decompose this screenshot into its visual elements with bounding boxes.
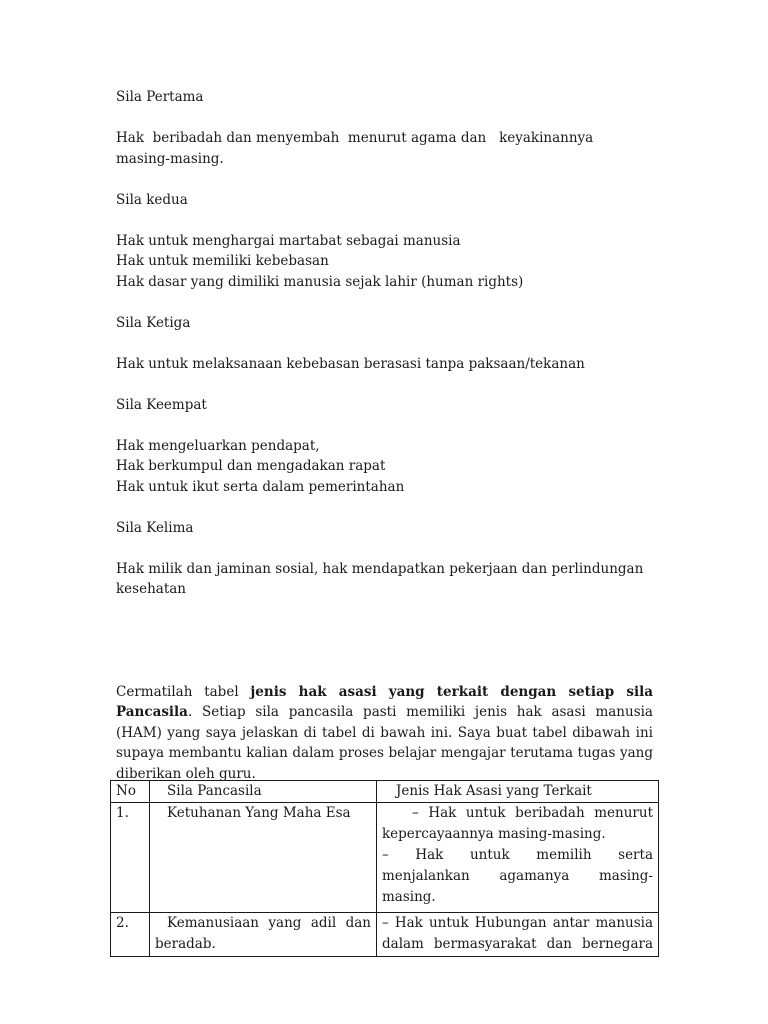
section-heading: Sila Kelima <box>116 519 194 536</box>
row-hak <box>377 803 659 913</box>
document-body <box>116 87 656 784</box>
row-sila <box>150 803 377 913</box>
row-hak-item: – Hak untuk beribadah menurut kepercayaannya masing-masing. <box>382 805 653 842</box>
header-hak <box>377 781 659 803</box>
section-line: Hak beribadah dan menyembah menurut agama dan keyakinannya <box>116 130 594 146</box>
row-hak-item: – Hak untuk Hubungan antar manusia dalam bermasyarakat dan bernegara <box>382 915 653 952</box>
section-line: Hak dasar yang dimiliki manusia sejak lahir (human rights) <box>116 273 524 290</box>
intro-bold-text: jenis hak asasi yang terkait dengan setiap sila Pancasila <box>116 683 653 720</box>
section-heading: Sila Pertama <box>116 89 204 105</box>
table-header-row <box>111 781 659 803</box>
section-line: Hak berkumpul dan mengadakan rapat <box>116 458 386 474</box>
hak-asasi-table <box>110 780 659 957</box>
section-line: kesehatan <box>116 581 186 597</box>
header-no: No <box>111 781 150 803</box>
header-hak-label: Jenis Hak Asasi yang Terkait <box>396 783 592 799</box>
section-line: Hak untuk memiliki kebebasan <box>116 253 329 269</box>
header-sila-label: Sila Pancasila <box>167 783 262 799</box>
intro-paragraph <box>116 682 653 785</box>
row-hak-item: – Hak untuk memilih serta menjalankan agamanya masing-masing. <box>382 847 653 905</box>
row-hak <box>377 913 659 957</box>
section-heading: Sila Ketiga <box>116 314 191 331</box>
section-line: Hak untuk ikut serta dalam pemerintahan <box>116 478 405 495</box>
header-sila <box>150 781 377 803</box>
section-heading: Sila kedua <box>116 191 188 208</box>
section-line: Hak untuk menghargai martabat sebagai manusia <box>116 232 461 249</box>
section-heading: Sila Keempat <box>116 396 207 413</box>
section-line: masing-masing. <box>116 150 224 167</box>
section-line: Hak untuk melaksanaan kebebasan berasasi tanpa paksaan/tekanan <box>116 355 585 372</box>
row-sila: Kemanusiaan yang adil dan beradab. <box>150 913 377 957</box>
row-no: 2. <box>111 913 150 957</box>
intro-text-end: . Setiap sila pancasila pasti memiliki jenis hak asasi manusia (HAM) yang saya jelaskan di tabel di bawah ini. Saya buat tabel dibawah ini supaya membantu kalian dalam proses belajar mengajar terutama tugas yang diberikan oleh guru. <box>116 704 653 782</box>
section-line: Hak milik dan jaminan sosial, hak mendapatkan pekerjaan dan perlindungan <box>116 560 644 577</box>
section-line: Hak mengeluarkan pendapat, <box>116 437 320 454</box>
intro-text-start: Cermatilah tabel <box>116 683 251 700</box>
row-no: 1. <box>111 803 150 913</box>
row-sila-label: Ketuhanan Yang Maha Esa <box>167 805 351 821</box>
table-row <box>111 913 659 957</box>
table-row <box>111 803 659 913</box>
